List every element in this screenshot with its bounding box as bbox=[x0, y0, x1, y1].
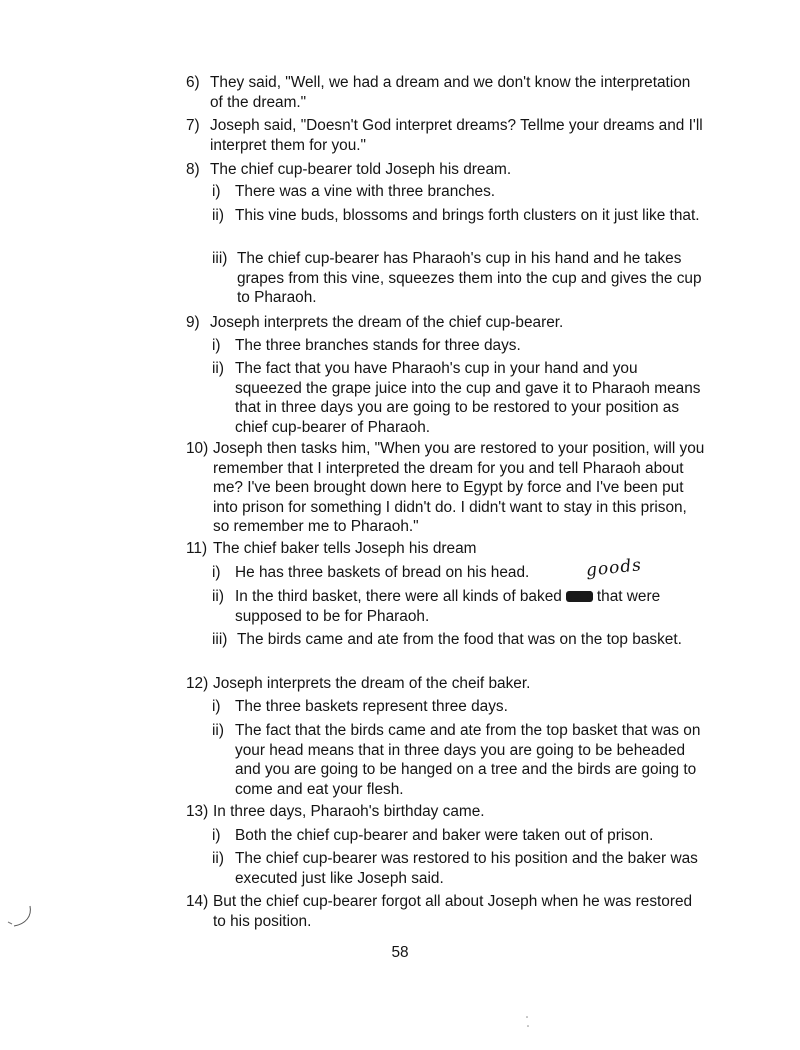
item-text: Joseph interprets the dream of the chief cup-bearer. bbox=[210, 314, 564, 331]
item-text: The three baskets represent three days. bbox=[235, 698, 508, 715]
list-item bbox=[186, 116, 706, 155]
item-number: i) bbox=[212, 827, 221, 844]
list-item bbox=[186, 313, 706, 333]
item-text: Joseph then tasks him, "When you are restored to your position, will you remember that I interpreted the dream for you and tell Pharaoh about me? I've been brought down here to Egypt by force and I've been put into prison for something I didn't do. I didn't want to stay in this prison, so remember me to Pharaoh." bbox=[213, 440, 705, 536]
item-text-before: In the third basket, there were all kinds of baked bbox=[235, 588, 562, 605]
list-item bbox=[186, 439, 706, 537]
item-number: i) bbox=[212, 183, 221, 200]
item-number: ii) bbox=[212, 360, 224, 377]
item-number: iii) bbox=[212, 250, 228, 267]
item-number: ii) bbox=[212, 207, 224, 224]
item-text: The fact that the birds came and ate from the top basket that was on your head means that in three days you are going to be beheaded and you are going to be hanged on a tree and the birds are going to come and eat your flesh. bbox=[235, 722, 701, 798]
item-number: 14) bbox=[186, 893, 209, 910]
sub-item bbox=[212, 849, 706, 888]
item-text: The fact that you have Pharaoh's cup in your hand and you squeezed the grape juice into the cup and gave it to Pharaoh means that in three days you are going to be restored to your position as chief cup-bearer of Pharaoh. bbox=[235, 360, 701, 436]
sub-item bbox=[212, 182, 706, 202]
sub-item bbox=[212, 336, 706, 356]
item-text: In three days, Pharaoh's birthday came. bbox=[213, 803, 485, 820]
item-number: 12) bbox=[186, 675, 209, 692]
item-text: There was a vine with three branches. bbox=[235, 183, 496, 200]
item-text: The three branches stands for three days. bbox=[235, 337, 521, 354]
item-text: Joseph said, "Doesn't God interpret dreams? Tellme your dreams and I'll interpret them for you." bbox=[210, 117, 703, 154]
sub-item bbox=[212, 697, 706, 717]
item-number: 10) bbox=[186, 440, 209, 457]
item-number: 9) bbox=[186, 314, 200, 331]
sub-item bbox=[212, 359, 706, 437]
item-text: He has three baskets of bread on his head. bbox=[235, 564, 530, 581]
item-number: i) bbox=[212, 564, 221, 581]
item-text: The chief baker tells Joseph his dream bbox=[213, 540, 477, 557]
sub-item bbox=[212, 826, 706, 846]
sub-item bbox=[212, 249, 706, 308]
list-item bbox=[186, 160, 706, 180]
item-text: But the chief cup-bearer forgot all about Joseph when he was restored to his position. bbox=[213, 893, 693, 930]
item-number: 7) bbox=[186, 117, 200, 134]
item-text bbox=[235, 587, 706, 626]
sub-item bbox=[212, 630, 706, 650]
item-number: ii) bbox=[212, 722, 224, 739]
sub-item bbox=[212, 721, 706, 799]
item-number: iii) bbox=[212, 631, 228, 648]
sub-item bbox=[212, 587, 706, 626]
item-number: i) bbox=[212, 337, 221, 354]
handwritten-note: goods bbox=[585, 555, 643, 581]
item-number: ii) bbox=[212, 850, 224, 867]
item-text: The chief cup-bearer was restored to his position and the baker was executed just like Joseph said. bbox=[235, 850, 698, 887]
item-text: Joseph interprets the dream of the cheif baker. bbox=[213, 675, 531, 692]
item-text: This vine buds, blossoms and brings forth clusters on it just like that. bbox=[235, 207, 700, 224]
item-text: Both the chief cup-bearer and baker were taken out of prison. bbox=[235, 827, 654, 844]
item-number: 11) bbox=[186, 540, 208, 557]
list-item bbox=[186, 674, 706, 694]
item-number: 8) bbox=[186, 161, 200, 178]
item-text: The chief cup-bearer told Joseph his dream. bbox=[210, 161, 512, 178]
item-text: They said, "Well, we had a dream and we don't know the interpretation of the dream." bbox=[210, 74, 691, 111]
sub-item bbox=[212, 206, 706, 226]
item-number: 6) bbox=[186, 74, 200, 91]
page-number: 58 bbox=[391, 944, 409, 961]
item-text: The chief cup-bearer has Pharaoh's cup in his hand and he takes grapes from this vine, squeezes them into the cup and gives the cup to Pharaoh. bbox=[237, 250, 702, 307]
item-number: i) bbox=[212, 698, 221, 715]
item-number: 13) bbox=[186, 803, 209, 820]
struck-word: good bbox=[567, 590, 592, 603]
item-text: The birds came and ate from the food that was on the top basket. bbox=[237, 631, 682, 648]
list-item bbox=[186, 73, 706, 112]
list-item bbox=[186, 892, 706, 931]
scan-dot-icon bbox=[524, 1014, 532, 1030]
scan-smudge-icon bbox=[4, 902, 34, 930]
item-number: ii) bbox=[212, 588, 224, 605]
list-item bbox=[186, 802, 706, 822]
item-text-after: that were supposed to be for Pharaoh. bbox=[235, 588, 661, 625]
